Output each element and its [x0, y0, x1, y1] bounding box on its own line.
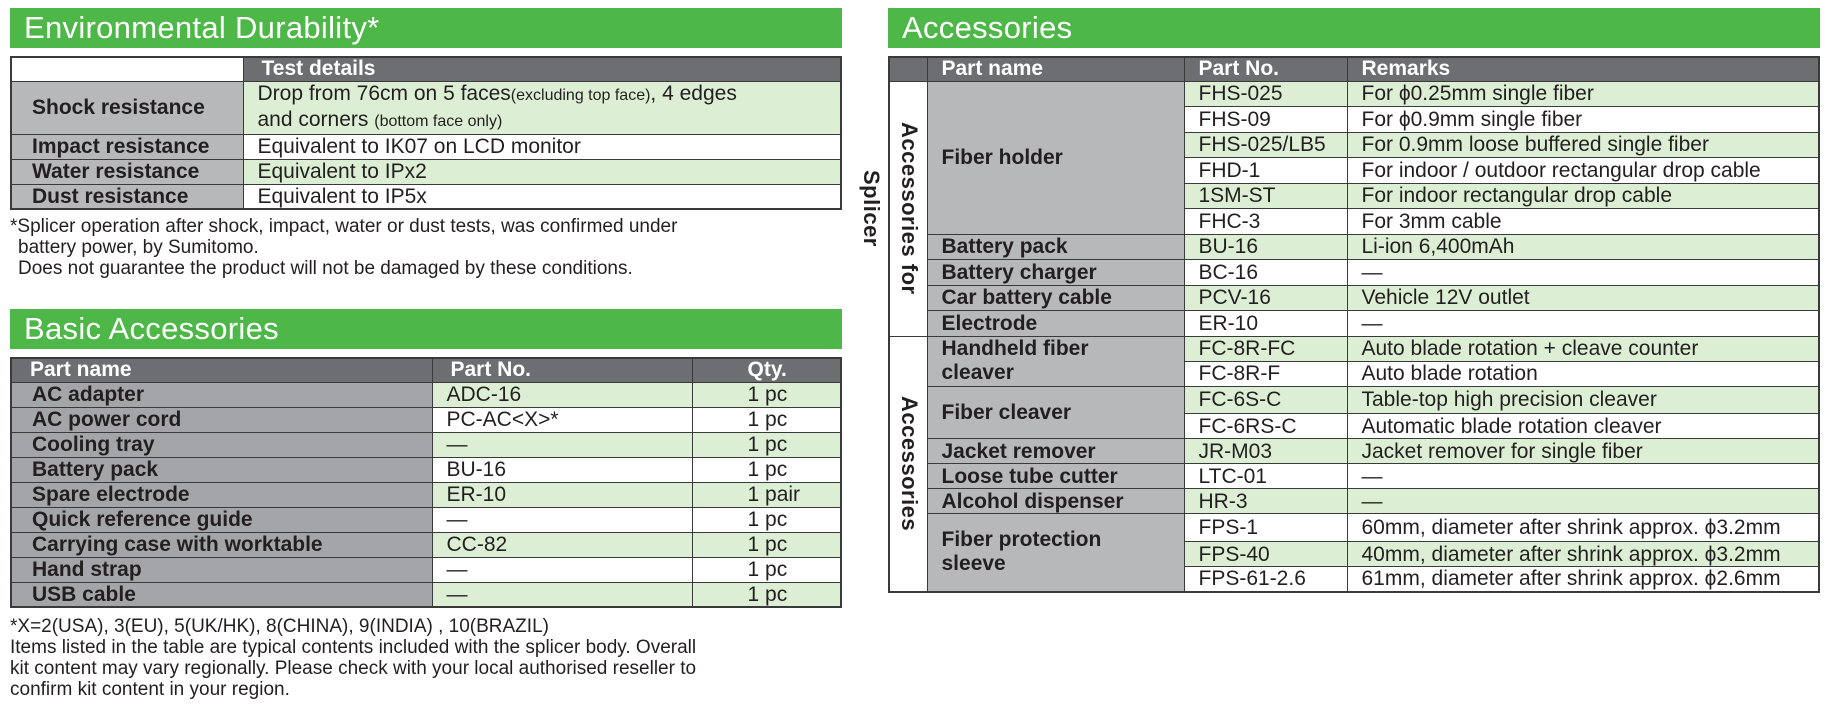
part-name: Carrying case with worktable — [11, 532, 432, 557]
part-name-fiber-holder: Fiber holder — [927, 81, 1184, 234]
env-row-label: Impact resistance — [11, 134, 243, 159]
env-row-detail: Equivalent to IPx2 — [243, 159, 841, 184]
part-name: Quick reference guide — [11, 507, 432, 532]
env-durability-title: Environmental Durability* — [10, 8, 842, 48]
part-no: PCV-16 — [1184, 285, 1347, 311]
part-no: JR-M03 — [1184, 439, 1347, 464]
part-no: FC-8R-FC — [1184, 336, 1347, 361]
remark: For ϕ0.9mm single fiber — [1347, 107, 1819, 133]
right-column — [859, 8, 1820, 593]
env-row-detail: Drop from 76cm on 5 faces(excluding top face), 4 edges and corners (bottom face only) — [243, 81, 841, 134]
qty: 1 pc — [692, 582, 841, 607]
part-name-protection-sleeve: Fiber protection sleeve — [927, 514, 1184, 592]
part-no: 1SM-ST — [1184, 183, 1347, 209]
part-name: Electrode — [927, 311, 1184, 337]
part-no: FHS-025/LB5 — [1184, 132, 1347, 158]
remark: For indoor rectangular drop cable — [1347, 183, 1819, 209]
part-no: BU-16 — [1184, 234, 1347, 260]
accessories-table — [859, 56, 1820, 593]
part-name: Cooling tray — [11, 432, 432, 457]
remark: Jacket remover for single fiber — [1347, 439, 1819, 464]
env-footnote: *Splicer operation after shock, impact, water or dust tests, was confirmed under battery power, by Sumitomo. Does not guarantee the product will not be damaged by these conditions. — [10, 216, 678, 279]
env-durability-table — [10, 56, 842, 210]
part-name-handheld-cleaver: Handheld fiber cleaver — [927, 336, 1184, 386]
part-no: — — [432, 432, 692, 457]
part-name: Alcohol dispenser — [927, 489, 1184, 514]
group-accessories: Accessories — [889, 336, 927, 592]
remark: For 0.9mm loose buffered single fiber — [1347, 132, 1819, 158]
remark: 61mm, diameter after shrink approx. ϕ2.6mm — [1347, 567, 1819, 592]
remark: — — [1347, 311, 1819, 337]
env-row-detail: Equivalent to IK07 on LCD monitor — [243, 134, 841, 159]
remark: — — [1347, 489, 1819, 514]
part-no: — — [432, 582, 692, 607]
col-part-name: Part name — [11, 358, 432, 382]
part-no: — — [432, 507, 692, 532]
remark: For indoor / outdoor rectangular drop cable — [1347, 158, 1819, 184]
part-name: USB cable — [11, 582, 432, 607]
qty: 1 pc — [692, 407, 841, 432]
remark: 60mm, diameter after shrink approx. ϕ3.2mm — [1347, 514, 1819, 542]
part-name: Jacket remover — [927, 439, 1184, 464]
col-qty: Qty. — [692, 358, 841, 382]
col-remarks: Remarks — [1347, 57, 1819, 81]
accessories-title: Accessories — [888, 8, 1820, 48]
part-no: ER-10 — [432, 482, 692, 507]
part-name: AC power cord — [11, 407, 432, 432]
basic-accessories-table — [10, 357, 842, 608]
part-no: FHD-1 — [1184, 158, 1347, 184]
part-no: PC-AC<X>* — [432, 407, 692, 432]
part-no: LTC-01 — [1184, 464, 1347, 489]
remark: For ϕ0.25mm single fiber — [1347, 81, 1819, 107]
part-name: Battery pack — [11, 457, 432, 482]
remark: Auto blade rotation — [1347, 361, 1819, 386]
part-no: FC-6RS-C — [1184, 414, 1347, 439]
remark: 40mm, diameter after shrink approx. ϕ3.2mm — [1347, 542, 1819, 567]
remark: Automatic blade rotation cleaver — [1347, 414, 1819, 439]
part-no: BC-16 — [1184, 260, 1347, 286]
part-no: CC-82 — [432, 532, 692, 557]
qty: 1 pc — [692, 432, 841, 457]
remark: Vehicle 12V outlet — [1347, 285, 1819, 311]
env-row-detail: Equivalent to IP5x — [243, 184, 841, 209]
qty: 1 pc — [692, 532, 841, 557]
part-name: Car battery cable — [927, 285, 1184, 311]
qty: 1 pc — [692, 557, 841, 582]
remark: — — [1347, 464, 1819, 489]
env-col-header: Test details — [243, 57, 841, 81]
env-row-label: Shock resistance — [11, 81, 243, 134]
part-no: FPS-61-2.6 — [1184, 567, 1347, 592]
part-no: HR-3 — [1184, 489, 1347, 514]
part-no: FHS-025 — [1184, 81, 1347, 107]
part-no: BU-16 — [432, 457, 692, 482]
part-no: FC-8R-F — [1184, 361, 1347, 386]
part-name: Battery pack — [927, 234, 1184, 260]
part-no: FC-6S-C — [1184, 386, 1347, 414]
part-no: — — [432, 557, 692, 582]
part-no: FPS-1 — [1184, 514, 1347, 542]
part-no: ADC-16 — [432, 382, 692, 407]
part-no: FHS-09 — [1184, 107, 1347, 133]
part-no: FHC-3 — [1184, 209, 1347, 235]
basic-footnote: *X=2(USA), 3(EU), 5(UK/HK), 8(CHINA), 9(INDIA) , 10(BRAZIL) Items listed in the table are typical contents included with the splicer body. Overall kit content may vary regionally. Please check with your local authorised reseller to confirm kit content in your region. — [10, 616, 697, 700]
part-no: ER-10 — [1184, 311, 1347, 337]
part-name: Spare electrode — [11, 482, 432, 507]
remark: Auto blade rotation + cleave counter — [1347, 336, 1819, 361]
qty: 1 pc — [692, 457, 841, 482]
part-name-fiber-cleaver: Fiber cleaver — [927, 386, 1184, 439]
basic-accessories-title: Basic Accessories — [10, 309, 842, 349]
env-row-label: Water resistance — [11, 159, 243, 184]
col-part-no: Part No. — [1184, 57, 1347, 81]
group-accessories-for-splicer: Accessories for Splicer — [889, 81, 927, 336]
qty: 1 pc — [692, 507, 841, 532]
qty: 1 pc — [692, 382, 841, 407]
remark: — — [1347, 260, 1819, 286]
part-name: Loose tube cutter — [927, 464, 1184, 489]
col-part-no: Part No. — [432, 358, 692, 382]
part-name: Battery charger — [927, 260, 1184, 286]
part-name: Hand strap — [11, 557, 432, 582]
part-name: AC adapter — [11, 382, 432, 407]
remark: Li-ion 6,400mAh — [1347, 234, 1819, 260]
env-row-label: Dust resistance — [11, 184, 243, 209]
remark: For 3mm cable — [1347, 209, 1819, 235]
left-column — [10, 8, 842, 700]
col-part-name: Part name — [927, 57, 1184, 81]
qty: 1 pair — [692, 482, 841, 507]
part-no: FPS-40 — [1184, 542, 1347, 567]
remark: Table-top high precision cleaver — [1347, 386, 1819, 414]
